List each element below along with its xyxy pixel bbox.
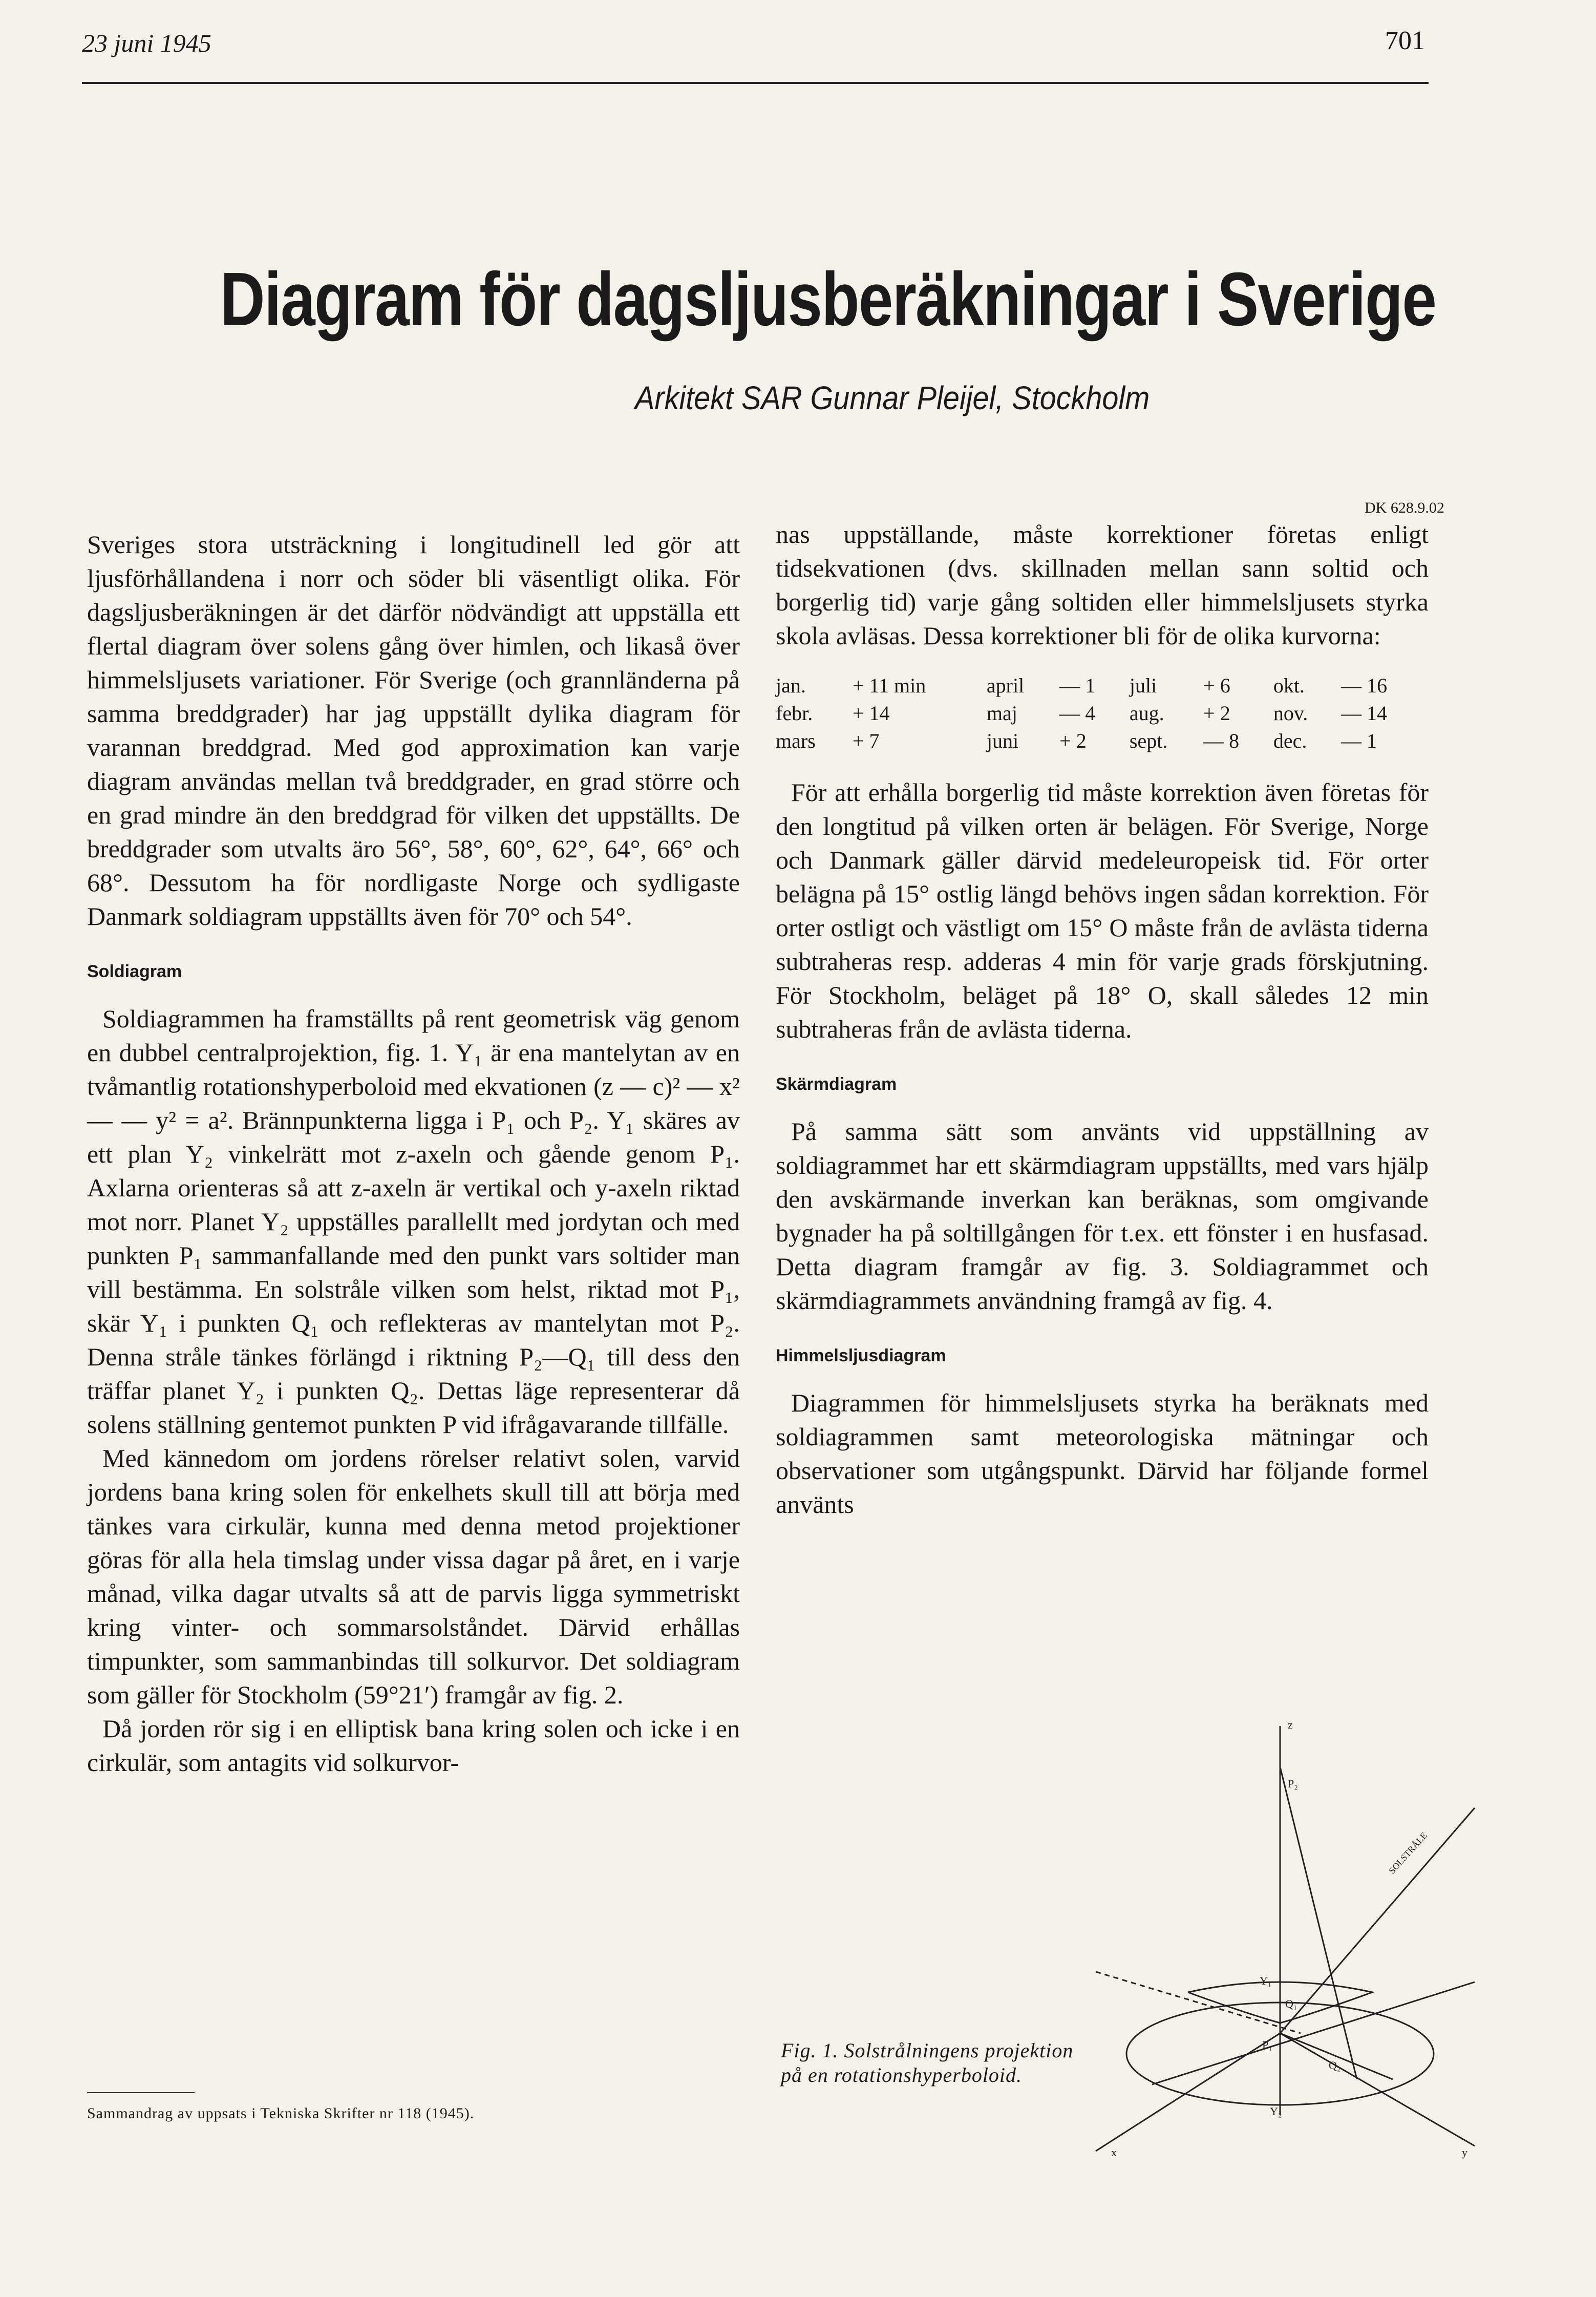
correction-value: — 1 [1341, 729, 1377, 752]
correction-value: + 14 [852, 702, 890, 725]
label-q1: Q₁ [1285, 1997, 1297, 2010]
figure-1-hyperboloid [1086, 1705, 1485, 2166]
correction-value: — 1 [1059, 674, 1096, 697]
month-label: dec. [1273, 729, 1307, 752]
correction-table [776, 672, 1429, 755]
label-y: y [1462, 2146, 1467, 2159]
dk-classification: DK 628.9.02 [1365, 499, 1444, 516]
table-row [776, 727, 1429, 755]
table-row [776, 672, 1429, 700]
soldiagram-paragraph-2: Med kännedom om jordens rörelser relativt solen, varvid jordens bana kring solen för enkelhets skull till att börja med tänkes vara cirkulär, kunna med denna metod projektioner göras för alla hela timslag under vissa dagar på året, en i varje månad, vilka dagar utvalts så att de parvis ligga symmetriskt kring vinter- och sommarsolståndet. Därvid erhållas timpunkter, som sammanbindas till solkurvor. Det soldiagram som gäller för Stockholm (59°21′) framgår av fig. 2. [87, 1444, 740, 1709]
correction-value: + 2 [1059, 729, 1087, 752]
label-x: x [1111, 2146, 1117, 2159]
intro-paragraph: Sveriges stora utsträckning i longitudinell led gör att ljusförhållandena i norr och söder bli väsentligt olika. För dagsljusberäkningen är det därför nödvändigt att uppställa ett flertal diagram över solens gång över himlen, och likaså över himmelsljusets variationer. För Sverige (och grannländerna på samma breddgrader) har jag uppställt dylika diagram för varannan breddgrad. Med god approximation kan varje diagram användas mellan två breddgrader, en grad större och en grad mindre än den breddgrad för vilken det uppställts. De breddgrader som utvalts äro 56°, 58°, 60°, 62°, 64°, 66° och 68°. Dessutom ha för nordligaste Norge och sydligaste Danmark soldiagram uppställts även för 70° och 54°. [87, 530, 740, 931]
label-solstrale: SOLSTRÅLE [1387, 1830, 1430, 1876]
month-label: mars [776, 729, 816, 752]
skarmdiagram-paragraph: På samma sätt som använts vid uppställning av soldiagrammet har ett skärmdiagram uppställts, med vars hjälp den avskärmande inverkan kan beräknas, som omgivande bygnader ha på soltillgången för t.ex. ett fönster i en husfasad. Detta diagram framgår av fig. 3. Soldiagrammet och skärmdiagrammets användning framgå av fig. 4. [776, 1117, 1429, 1315]
page-number: 701 [1385, 26, 1425, 55]
month-label: sept. [1129, 729, 1168, 752]
month-label: jan. [776, 674, 806, 697]
correction-value: — 4 [1059, 702, 1096, 725]
longitude-paragraph: För att erhålla borgerlig tid måste korrektion även företas för den longtitud på vilken orten är belägen. För Sverige, Norge och Danmark gäller därvid medeleuropeisk tid. För orter belägna på 15° ostlig längd behövs ingen sådan korrektion. För orter ostligt och västligt om 15° O måste från de avlästa tiderna subtraheras resp. adderas 4 min för varje grads förskjutning. För Stockholm, beläget på 18° O, skall således 12 min subtraheras från de avlästa tiderna. [776, 778, 1429, 1043]
projection-line [1280, 2033, 1393, 2079]
table-row [776, 700, 1429, 727]
left-column [87, 528, 740, 1779]
correction-value: + 6 [1203, 674, 1230, 697]
correction-value: + 2 [1203, 702, 1230, 725]
label-y1: Y₁ [1260, 1974, 1272, 1987]
footnote: Sammandrag av uppsats i Tekniska Skrifter nr 118 (1945). [87, 2105, 475, 2122]
soldiagram-paragraph-3: Då jorden rör sig i en elliptisk bana kring solen och icke i en cirkulär, som antagits vid solkurvor- [87, 1714, 740, 1777]
continuation-paragraph: nas uppställande, måste korrektioner företas enligt tidsekvationen (dvs. skillnaden mellan sann soltid och borgerlig tid) varje gång soltiden eller himmelsljusets styrka skola avläsas. Dessa korrektioner bli för de olika kurvorna: [776, 520, 1429, 650]
himmelsljusdiagram-heading: Himmelsljusdiagram [776, 1346, 946, 1365]
month-label: febr. [776, 702, 813, 725]
reflected-ray [1280, 1767, 1357, 2079]
correction-value: + 7 [852, 729, 880, 752]
article-title: Diagram för dagsljusberäkningar i Sverige [220, 257, 1436, 342]
hyperboloid-diagram [1086, 1705, 1485, 2166]
skarmdiagram-heading: Skärmdiagram [776, 1074, 897, 1094]
month-label: okt. [1273, 674, 1305, 697]
month-label: juni [986, 729, 1019, 752]
label-q2: Q₂ [1329, 2059, 1341, 2072]
correction-value: — 8 [1203, 729, 1240, 752]
correction-value: — 16 [1341, 674, 1388, 697]
soldiagram-heading: Soldiagram [87, 962, 182, 981]
article-byline: Arkitekt SAR Gunnar Pleijel, Stockholm [635, 380, 1150, 416]
label-p2: P₂ [1288, 1777, 1298, 1790]
correction-value: — 14 [1341, 702, 1388, 725]
himmelsljusdiagram-paragraph: Diagrammen för himmelsljusets styrka ha beräknats med soldiagrammen samt meteorologiska mätningar och observationer som utgångspunkt. Därvid har följande formel använts [776, 1388, 1429, 1519]
xy-axes [1096, 2033, 1475, 2151]
header-rule [82, 82, 1429, 84]
month-label: nov. [1273, 702, 1308, 725]
issue-date: 23 juni 1945 [82, 29, 211, 57]
month-label: aug. [1129, 702, 1164, 725]
soldiagram-paragraph-1: Soldiagrammen ha framställts på rent geometrisk väg genom en dubbel centralprojektion, fig. 1. Y₁ är ena mantelytan av en tvåmantlig rotationshyperboloid med ekvationen (z — c)² — x² — — y² = a². Brännpunkterna ligga i P₁ och P₂. Y₁ skäres av ett plan Y₂ vinkelrätt mot z-axeln och gående genom P₁. Axlarna orienteras så att z-axeln är vertikal och y-axeln riktad mot norr. Planet Y₂ uppställes parallellt med jordytan och med punkten P₁ sammanfallande med den punkt vars soltider man vill bestämma. En solstråle vilken som helst, riktad mot P₁, skär Y₁ i punkten Q₁ och reflekteras av mantelytan mot P₂. Denna stråle tänkes förlängd i riktning P₂—Q₁ till dess den träffar planet Y₂ i punkten Q₂. Dettas läge representerar då solens ställning gentemot punkten P vid ifrågavarande tillfälle. [87, 1004, 740, 1439]
correction-value: + 11 min [852, 674, 926, 697]
right-column [776, 517, 1429, 1521]
label-p1: P₁ [1262, 2038, 1272, 2051]
month-label: april [986, 674, 1025, 697]
footnote-rule [87, 2092, 195, 2093]
month-label: maj [986, 702, 1017, 725]
label-z: z [1288, 1718, 1293, 1731]
label-y2: Y₂ [1270, 2105, 1282, 2118]
figure-1-caption: Fig. 1. Solstrålningens projektion på en rotationshyperboloid. [781, 2039, 1074, 2087]
sun-ray [1280, 1808, 1475, 2033]
month-label: juli [1129, 674, 1157, 697]
